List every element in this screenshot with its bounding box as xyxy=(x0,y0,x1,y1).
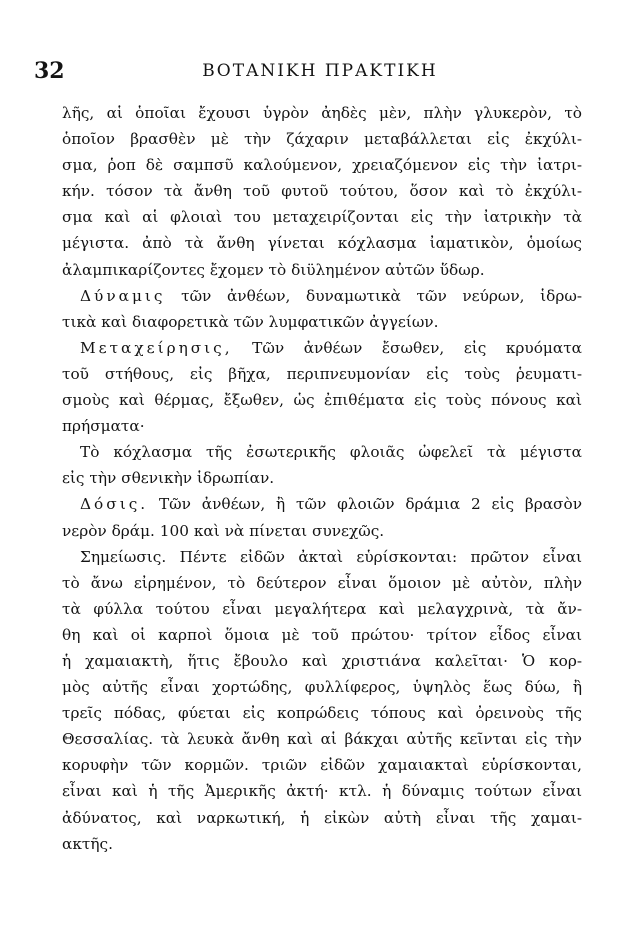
text-line xyxy=(62,283,582,309)
body-text xyxy=(62,100,582,857)
section-term: Μεταχείρησις, xyxy=(80,338,233,357)
text-line: ακτῆς. xyxy=(62,834,113,853)
text-line: Τὸ κόχλασμα τῆς ἐσωτερικῆς φλοιᾶς ὠφελεῖ τὰ μέγιστα xyxy=(80,443,582,462)
section-term: Δύναμις xyxy=(80,286,166,305)
text-run: Τῶν ἀνθέων, ἢ τῶν φλοιῶν δράμια 2 εἰς βρασὸν xyxy=(148,495,582,514)
text-line: ὁποῖον βρασθὲν μὲ τὴν ζάχαριν μεταβάλλεται εἰς ἐκχύλι- xyxy=(62,130,582,149)
text-run: τῶν ἀνθέων, δυναμωτικὰ τῶν νεύρων, ἱδρω- xyxy=(165,286,582,305)
paragraph xyxy=(62,439,582,491)
text-line: νερὸν δράμ. 100 καὶ νὰ πίνεται συνεχῶς. xyxy=(62,521,385,540)
text-line: τοῦ στήθους, εἰς βῆχα, περιπνευμονίαν εἰς τοὺς ῥευματι- xyxy=(62,364,582,383)
text-line: μέγιστα. ἀπὸ τὰ ἄνθη γίνεται κόχλασμα ἰαματικὸν, ὁμοίως xyxy=(62,234,582,253)
text-line: ἀλαμπικαρίζοντες ἔχομεν τὸ διϋλημένον αὐτῶν ὕδωρ. xyxy=(62,260,485,279)
text-line: σμα καὶ αἱ φλοιαὶ του μεταχειρίζονται εἰς τὴν ἰατρικὴν τὰ xyxy=(62,208,582,227)
page-number: 32 xyxy=(34,58,65,84)
text-line: τικὰ καὶ διαφορετικὰ τῶν λυμφατικῶν ἀγγείων. xyxy=(62,312,439,331)
text-line: κορυφὴν τῶν κορμῶν. τριῶν εἰδῶν χαμαιακταὶ εὑρίσκονται, xyxy=(62,756,582,775)
text-line: Σημείωσις. Πέντε εἰδῶν ἀκταὶ εὑρίσκονται: πρῶτον εἶναι xyxy=(80,547,582,566)
text-line xyxy=(62,335,582,361)
text-line: σμοὺς καὶ θέρμας, ἔξωθεν, ὡς ἐπιθέματα εἰς τοὺς πόνους καὶ xyxy=(62,391,582,410)
running-title: ΒΟΤΑΝΙΚΗ ΠΡΑΚΤΙΚΗ xyxy=(202,61,438,81)
text-line: τὰ φύλλα τούτου εἶναι μεγαλήτερα καὶ μελαγχρινὰ, τὰ ἄν- xyxy=(62,599,582,618)
text-line: λῆς, αἱ ὁποῖαι ἔχουσι ὑγρὸν ἀηδὲς μὲν, πλὴν γλυκερὸν, τὸ xyxy=(62,104,582,122)
paragraph xyxy=(62,491,582,543)
text-run: Τῶν ἀνθέων ἔσωθεν, εἰς κρυόματα xyxy=(232,338,582,357)
text-line: εἶναι καὶ ἡ τῆς Ἀμερικῆς ἀκτή· κτλ. ἡ δύναμις τούτων εἶναι xyxy=(62,782,582,801)
text-line: μὸς αὐτῆς εἶναι χορτώδης, φυλλίφερος, ὑψηλὸς ἕως δύω, ἢ xyxy=(62,678,582,697)
page-header xyxy=(30,58,590,88)
text-line: κήν. τόσον τὰ ἄνθη τοῦ φυτοῦ τούτου, ὅσον καὶ τὸ ἐκχύλι- xyxy=(62,182,582,201)
paragraph xyxy=(62,335,582,439)
text-line: τὸ ἄνω εἰρημένον, τὸ δεύτερον εἶναι ὅμοιον μὲ αὐτὸν, πλὴν xyxy=(62,573,582,592)
text-line: σμα, ῥοπ δὲ σαμπσῦ καλούμενον, χρειαζόμενον εἰς τὴν ἰατρι- xyxy=(62,156,582,175)
text-line: ἀδύνατος, καὶ ναρκωτική, ἡ εἰκὼν αὐτὴ εἶναι τῆς χαμαι- xyxy=(62,808,582,827)
paragraph xyxy=(62,100,582,283)
text-line: Θεσσαλίας. τὰ λευκὰ ἄνθη καὶ αἱ βάκχαι αὐτῆς κεῖνται εἰς τὴν xyxy=(62,730,582,749)
text-line: τρεῖς πόδας, φύεται εἰς κοπρώδεις τόπους καὶ ὀρεινοὺς τῆς xyxy=(62,704,582,723)
text-line: θη καὶ οἱ καρποὶ ὅμοια μὲ τοῦ πρώτου· τρίτον εἶδος εἶναι xyxy=(62,625,582,644)
text-line: εἰς τὴν σθενικὴν ἱδρωπίαν. xyxy=(62,469,275,488)
paragraph xyxy=(62,544,582,857)
text-line: ἡ χαμαιακτὴ, ἥτις ἔβουλο καὶ χριστιάνα καλεῖται· Ὁ κορ- xyxy=(62,651,582,670)
text-line xyxy=(62,491,582,517)
section-term: Δόσις. xyxy=(80,495,149,514)
paragraph xyxy=(62,283,582,335)
text-line: πρήσματα· xyxy=(62,417,145,436)
